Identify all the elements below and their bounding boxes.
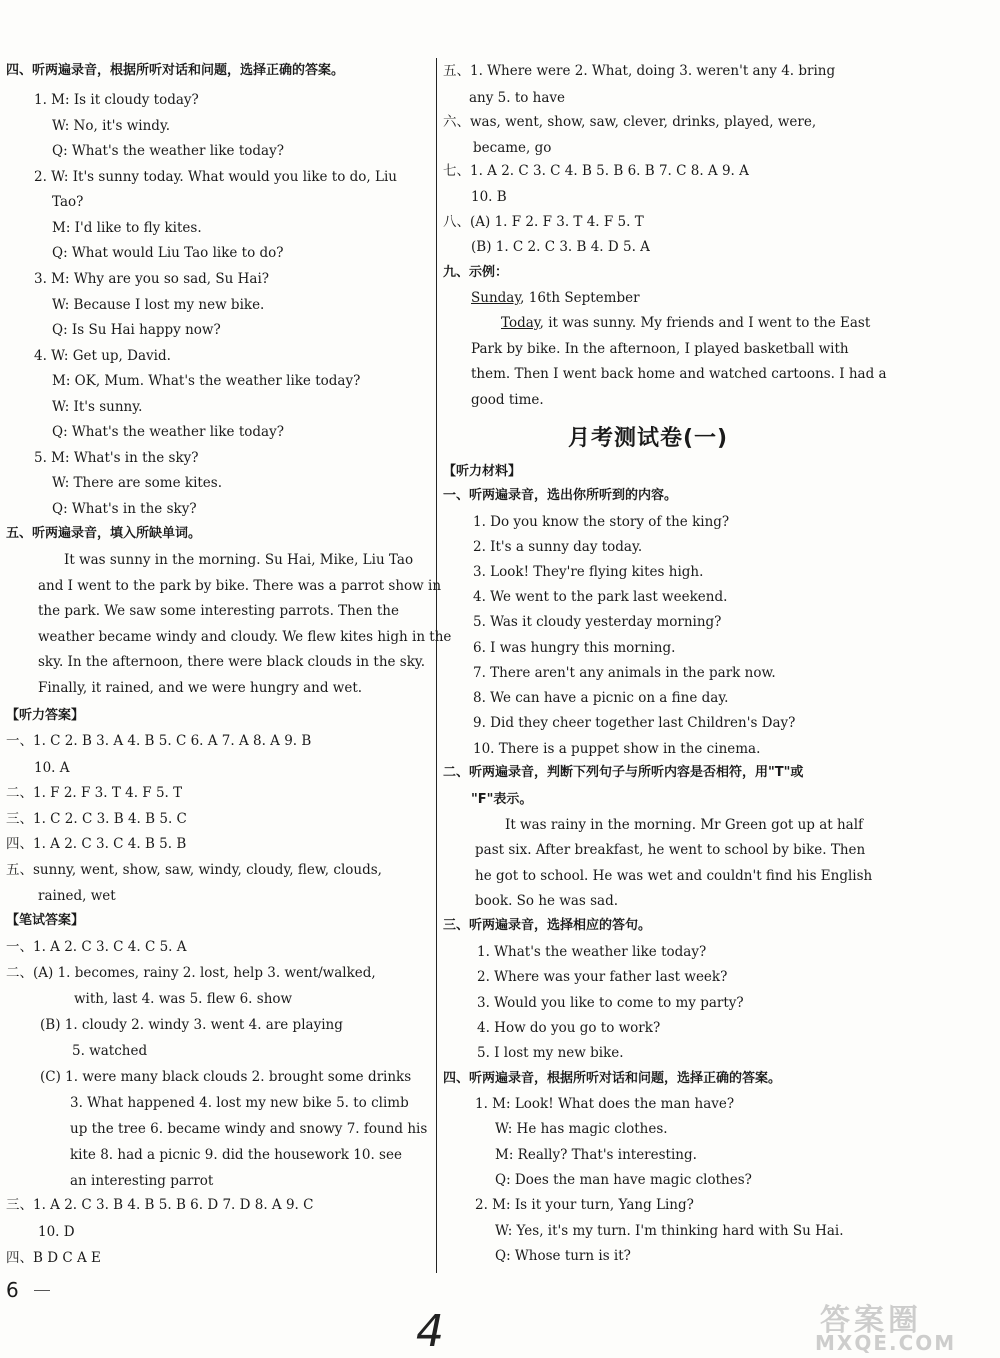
watermark-url: MXQE.COM bbox=[815, 1331, 957, 1355]
passage-line: sky. In the afternoon, there were black clouds in the sky. bbox=[38, 654, 426, 670]
dialog-line: W: It's sunny. bbox=[52, 399, 143, 415]
answer-line: kite 8. had a picnic 9. did the housework 10. see bbox=[70, 1147, 402, 1163]
answer-line: rained, wet bbox=[38, 888, 116, 904]
dialog-line: W: No, it's windy. bbox=[52, 118, 171, 134]
answer-line: 一、1. A 2. C 3. C 4. C 5. A bbox=[6, 939, 187, 955]
essay-date-rest: , 16th September bbox=[520, 290, 640, 306]
answer-line: with, last 4. was 5. flew 6. show bbox=[74, 991, 293, 1007]
q1-heading: 一、听两遍录音，选出你所听到的内容。 bbox=[443, 488, 678, 503]
dialog-line: 2. W: It's sunny today. What would you like to do, Liu bbox=[34, 169, 397, 185]
dialog-line: 5. M: What's in the sky? bbox=[34, 450, 199, 466]
answer-line: 四、B D C A E bbox=[6, 1250, 101, 1266]
answer-line: became, go bbox=[473, 140, 552, 156]
answer-line: 四、1. A 2. C 3. C 4. B 5. B bbox=[6, 836, 187, 852]
dialog-line: Q: Is Su Hai happy now? bbox=[52, 322, 221, 338]
page-number-dash bbox=[34, 1290, 50, 1291]
dialog-line: 1. M: Is it cloudy today? bbox=[34, 92, 199, 108]
list-item: 1. What's the weather like today? bbox=[477, 944, 707, 960]
essay-line-rest: , it was sunny. My friends and I went to the East bbox=[539, 315, 871, 331]
passage-line: he got to school. He was wet and couldn't find his English bbox=[475, 868, 873, 884]
material-heading: 【听力材料】 bbox=[443, 464, 522, 479]
watermark bbox=[800, 1295, 995, 1353]
answer-line: 三、1. C 2. C 3. B 4. B 5. C bbox=[6, 811, 187, 827]
dialog-line: Q: What's in the sky? bbox=[52, 501, 197, 517]
essay-line: them. Then I went back home and watched cartoons. I had a bbox=[471, 366, 887, 382]
list-item: 8. We can have a picnic on a fine day. bbox=[473, 690, 729, 706]
essay-line bbox=[501, 314, 870, 332]
passage-line: past six. After breakfast, he went to school by bike. Then bbox=[475, 842, 866, 858]
test-title: 月考测试卷(一) bbox=[568, 426, 729, 451]
essay-date bbox=[471, 289, 640, 307]
dialog-line: Q: What would Liu Tao like to do? bbox=[52, 245, 284, 261]
dialog-line: Q: What's the weather like today? bbox=[52, 424, 284, 440]
passage-line: It was sunny in the morning. Su Hai, Mike, Liu Tao bbox=[64, 552, 414, 568]
answer-line: 10. D bbox=[38, 1224, 75, 1240]
list-item: 5. I lost my new bike. bbox=[477, 1045, 624, 1061]
dialog-line: Q: Does the man have magic clothes? bbox=[495, 1172, 752, 1188]
q2-heading: 二、听两遍录音，判断下列句子与所听内容是否相符，用"T"或 bbox=[443, 765, 804, 780]
list-item: 7. There aren't any animals in the park now. bbox=[473, 665, 776, 681]
passage-line: It was rainy in the morning. Mr Green got up at half bbox=[505, 817, 864, 833]
passage-line: and I went to the park by bike. There was a parrot show in bbox=[38, 578, 442, 594]
dialog-line: W: There are some kites. bbox=[52, 475, 223, 491]
section-5-heading: 五、听两遍录音，填入所缺单词。 bbox=[6, 526, 202, 541]
answer-line: 二、1. F 2. F 3. T 4. F 5. T bbox=[6, 785, 183, 801]
passage-line: weather became windy and cloudy. We flew kites high in the bbox=[38, 629, 452, 645]
q4-heading: 四、听两遍录音，根据所听对话和问题，选择正确的答案。 bbox=[443, 1071, 782, 1086]
dialog-line: M: OK, Mum. What's the weather like today? bbox=[52, 373, 361, 389]
dialog-line: W: Because I lost my new bike. bbox=[52, 297, 265, 313]
answer-line: an interesting parrot bbox=[70, 1173, 214, 1189]
answer-line: 七、1. A 2. C 3. C 4. B 5. B 6. B 7. C 8. A 9. A bbox=[443, 163, 749, 179]
dialog-line: 1. M: Look! What does the man have? bbox=[475, 1096, 735, 1112]
passage-line: book. So he was sad. bbox=[475, 893, 619, 909]
answer-line: 3. What happened 4. lost my new bike 5. to climb bbox=[70, 1095, 409, 1111]
answer-line: (B) 1. C 2. C 3. B 4. D 5. A bbox=[471, 239, 650, 255]
answer-line: any 5. to have bbox=[469, 90, 566, 106]
watermark-logo-icon: 答案圈 bbox=[820, 1303, 922, 1338]
list-item: 5. Was it cloudy yesterday morning? bbox=[473, 614, 722, 630]
answer-line: 三、1. A 2. C 3. B 4. B 5. B 6. D 7. D 8. A 9. C bbox=[6, 1197, 314, 1213]
dialog-line: Q: Whose turn is it? bbox=[495, 1248, 631, 1264]
dialog-line: Tao? bbox=[52, 194, 84, 210]
dialog-line: M: I'd like to fly kites. bbox=[52, 220, 202, 236]
answer-line: up the tree 6. became windy and snowy 7. found his bbox=[70, 1121, 428, 1137]
passage-line: the park. We saw some interesting parrots. Then the bbox=[38, 603, 399, 619]
list-item: 2. Where was your father last week? bbox=[477, 969, 728, 985]
written-answers-heading: 【笔试答案】 bbox=[6, 913, 85, 928]
answer-line: 五、1. Where were 2. What, doing 3. weren't any 4. bring bbox=[443, 63, 836, 79]
answer-line: 二、(A) 1. becomes, rainy 2. lost, help 3. went/walked, bbox=[6, 965, 376, 981]
answer-line: 5. watched bbox=[72, 1043, 148, 1059]
essay-today: Today bbox=[501, 315, 540, 331]
answer-line: (C) 1. were many black clouds 2. brought some drinks bbox=[40, 1069, 412, 1085]
list-item: 3. Would you like to come to my party? bbox=[477, 995, 744, 1011]
essay-day: Sunday bbox=[471, 290, 521, 306]
section-9-heading: 九、示例： bbox=[443, 265, 509, 280]
section-4-heading: 四、听两遍录音，根据所听对话和问题，选择正确的答案。 bbox=[6, 63, 345, 78]
dialog-line: 4. W: Get up, David. bbox=[34, 348, 171, 364]
dialog-line: M: Really? That's interesting. bbox=[495, 1147, 697, 1163]
list-item: 6. I was hungry this morning. bbox=[473, 640, 676, 656]
list-item: 3. Look! They're flying kites high. bbox=[473, 564, 704, 580]
listening-answers-heading: 【听力答案】 bbox=[6, 708, 85, 723]
passage-line: Finally, it rained, and we were hungry and wet. bbox=[38, 680, 363, 696]
q3-heading: 三、听两遍录音，选择相应的答句。 bbox=[443, 918, 652, 933]
dialog-line: W: He has magic clothes. bbox=[495, 1121, 668, 1137]
answer-line: 八、(A) 1. F 2. F 3. T 4. F 5. T bbox=[443, 214, 644, 230]
essay-line: Park by bike. In the afternoon, I played basketball with bbox=[471, 341, 849, 357]
page-number: 6 bbox=[6, 1278, 19, 1302]
answer-line: 五、sunny, went, show, saw, windy, cloudy, flew, clouds, bbox=[6, 862, 382, 878]
dialog-line: W: Yes, it's my turn. I'm thinking hard with Su Hai. bbox=[495, 1223, 844, 1239]
answer-line: 一、1. C 2. B 3. A 4. B 5. C 6. A 7. A 8. A 9. B bbox=[6, 733, 312, 749]
column-divider bbox=[436, 58, 437, 1273]
list-item: 4. How do you go to work? bbox=[477, 1020, 661, 1036]
dialog-line: 2. M: Is it your turn, Yang Ling? bbox=[475, 1197, 694, 1213]
list-item: 2. It's a sunny day today. bbox=[473, 539, 643, 555]
handwritten-mark: 4 bbox=[416, 1306, 444, 1357]
list-item: 9. Did they cheer together last Children's Day? bbox=[473, 715, 796, 731]
list-item: 1. Do you know the story of the king? bbox=[473, 514, 730, 530]
essay-line: good time. bbox=[471, 392, 544, 408]
list-item: 10. There is a puppet show in the cinema. bbox=[473, 741, 761, 757]
dialog-line: Q: What's the weather like today? bbox=[52, 143, 284, 159]
q2-heading-cont: "F"表示。 bbox=[471, 792, 533, 807]
list-item: 4. We went to the park last weekend. bbox=[473, 589, 728, 605]
answer-line: 10. B bbox=[471, 189, 507, 205]
dialog-line: 3. M: Why are you so sad, Su Hai? bbox=[34, 271, 270, 287]
answer-line: 10. A bbox=[34, 760, 70, 776]
answer-line: 六、was, went, show, saw, clever, drinks, played, were, bbox=[443, 114, 817, 130]
answer-line: (B) 1. cloudy 2. windy 3. went 4. are playing bbox=[40, 1017, 343, 1033]
